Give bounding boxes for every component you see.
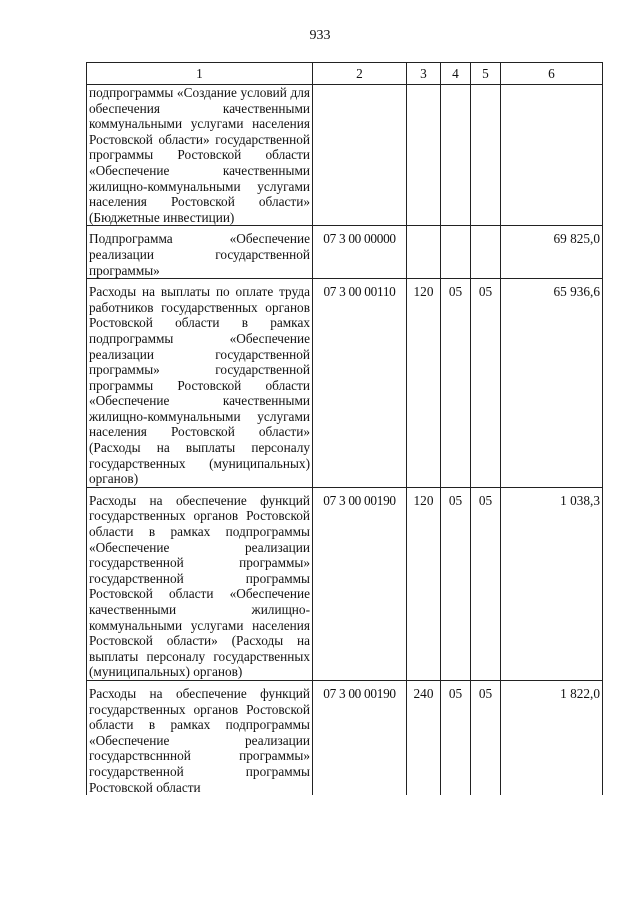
table-row xyxy=(87,226,603,279)
table-row xyxy=(87,279,603,488)
row-pr xyxy=(471,85,501,226)
row-amount: 65 936,6 xyxy=(501,279,603,488)
row-amount: 1 038,3 xyxy=(501,487,603,680)
row-description: подпрограммы «Создание условий для обеспечения качественными коммунальными услугами населения Ростовской области» государственной программы Ростовской области «Обеспечение качественными жилищно-коммунальными услугами населения Ростовской области» (Бюджетные инвестиции) xyxy=(87,85,313,226)
row-code: 07 3 00 00190 xyxy=(313,680,407,795)
row-vr: 120 xyxy=(407,487,441,680)
row-rz xyxy=(441,85,471,226)
row-rz: 05 xyxy=(441,680,471,795)
row-description: Расходы на обеспечение функций государственных органов Ростовской области в рамках подпрограммы «Обеспечение реализации государствсннной программы» государственной программы Ростовской области xyxy=(87,680,313,795)
row-pr: 05 xyxy=(471,487,501,680)
row-code: 07 3 00 00190 xyxy=(313,487,407,680)
row-amount: 1 822,0 xyxy=(501,680,603,795)
row-pr: 05 xyxy=(471,680,501,795)
column-header: 1 xyxy=(87,63,313,85)
row-description: Расходы на обеспечение функций государственных органов Ростовской области в рамках подпрограммы «Обеспечение реализации государственной программы» государственной программы Ростовской области «Обеспечение качественными жилищно-коммунальными услугами населения Ростовской области» (Расходы на выплаты персоналу государственных (муниципальных) органов) xyxy=(87,487,313,680)
row-rz: 05 xyxy=(441,279,471,488)
row-vr xyxy=(407,85,441,226)
row-amount: 69 825,0 xyxy=(501,226,603,279)
table-row xyxy=(87,680,603,795)
row-code: 07 3 00 00110 xyxy=(313,279,407,488)
row-code: 07 3 00 00000 xyxy=(313,226,407,279)
row-description: Подпрограмма «Обеспечение реализации государственной программы» xyxy=(87,226,313,279)
row-vr xyxy=(407,226,441,279)
row-pr: 05 xyxy=(471,279,501,488)
table-row xyxy=(87,85,603,226)
row-pr xyxy=(471,226,501,279)
row-rz xyxy=(441,226,471,279)
row-vr: 240 xyxy=(407,680,441,795)
column-header: 3 xyxy=(407,63,441,85)
page-number: 933 xyxy=(309,28,331,43)
row-amount xyxy=(501,85,603,226)
budget-table xyxy=(86,62,603,795)
row-description: Расходы на выплаты по оплате труда работников государственных органов Ростовской области в рамках подпрограммы «Обеспечение реализации государственной программы» государственной программы Ростовской области «Обеспечение качественными жилищно-коммунальными услугами населения Ростовской области» (Расходы на выплаты персоналу государственных (муниципальных) органов) xyxy=(87,279,313,488)
column-header: 5 xyxy=(471,63,501,85)
column-header: 6 xyxy=(501,63,603,85)
table-row xyxy=(87,487,603,680)
row-code xyxy=(313,85,407,226)
row-rz: 05 xyxy=(441,487,471,680)
column-header: 4 xyxy=(441,63,471,85)
header-row xyxy=(87,63,603,85)
column-header: 2 xyxy=(313,63,407,85)
row-vr: 120 xyxy=(407,279,441,488)
